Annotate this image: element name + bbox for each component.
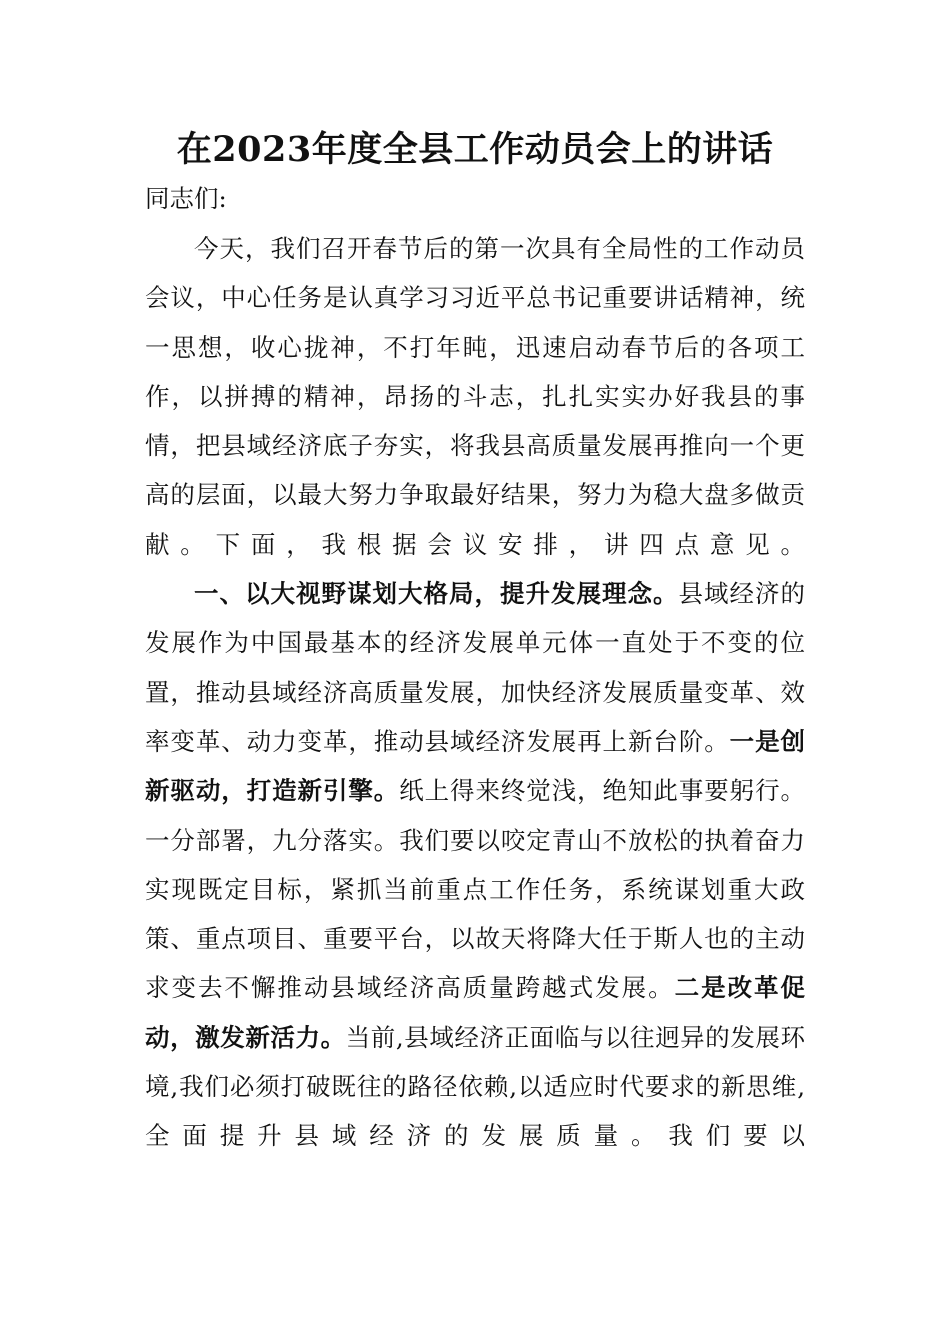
paragraph-text: 县域经济的发展作为中国最基本的经济发展单元体一直处于不变的位置，推动县域经济高质量发展，加快经济发展质量变革、效率变革、动力变革，推动县域经济发展再上新台阶。 [145,579,805,756]
document-body [145,224,805,1161]
section-heading: 一、以大视野谋划大格局，提升发展理念。 [194,579,679,609]
paragraph-opening [145,224,805,569]
salutation: 同志们: [145,184,227,213]
paragraph-text: 当前,县域经济正面临与以往迥异的发展环境,我们必须打破既往的路径依赖,以适应时代要求的新思维,全面提升县域经济的发展质量。我们要以 [145,1022,805,1151]
paragraph-section-one [145,569,805,1161]
paragraph-text: 纸上得来终觉浅，绝知此事要躬行。一分部署，九分落实。我们要以咬定青山不放松的执着奋力实现既定目标，紧抓当前重点工作任务，系统谋划重大政策、重点项目、重要平台，以故天将降大任于斯人也的主动求变去不懈推动县域经济高质量跨越式发展。 [145,776,806,1003]
subpoint-heading: 二是改革促动，激发新活力。 [145,973,806,1052]
paragraph-text: 今天，我们召开春节后的第一次具有全局性的工作动员会议，中心任务是认真学习习近平总书记重要讲话精神，统一思想，收心拢神，不打年盹，迅速启动春节后的各项工作，以拼搏的精神，昂扬的斗志，扎扎实实办好我县的事情，把县域经济底子夯实，将我县高质量发展再推向一个更高的层面，以最大努力争取最好结果，努力为稳大盘多做贡献。下面，我根据会议安排，讲四点意见。 [145,234,805,559]
document-title: 在2023年度全县工作动员会上的讲话 [176,129,774,170]
subpoint-heading: 一是创新驱动，打造新引擎。 [145,726,806,806]
